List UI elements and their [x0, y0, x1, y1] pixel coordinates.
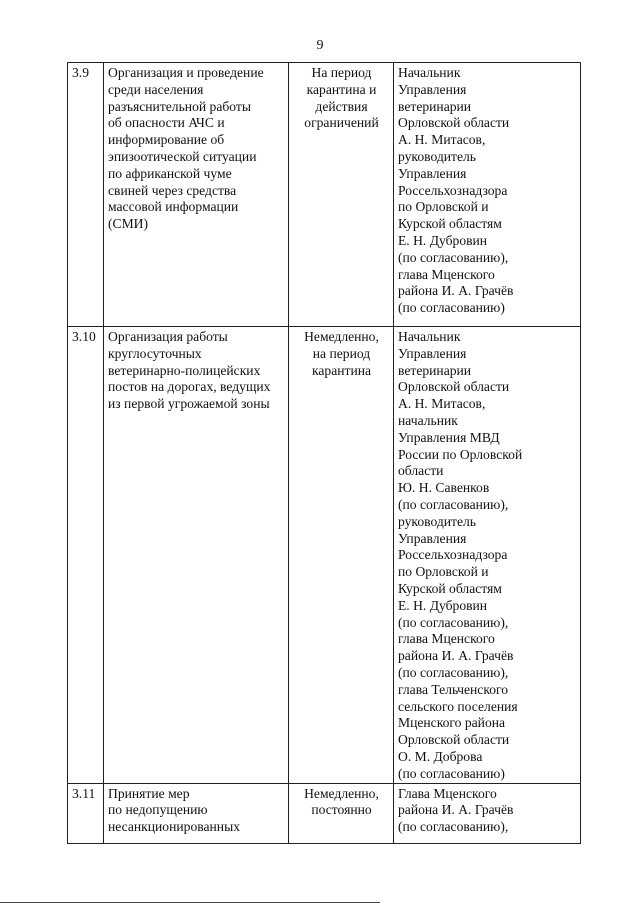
responsible-line: Глава Мценского: [398, 785, 497, 801]
responsible-line: Управления: [398, 530, 467, 546]
action-line: об опасности АЧС и: [108, 115, 225, 131]
responsible-line: Орловской области: [398, 732, 510, 748]
term-line: постоянно: [311, 802, 372, 818]
responsible-line: Управления: [398, 165, 467, 181]
term-line: карантина и: [306, 81, 377, 97]
responsible-line: Е. Н. Дубровин: [398, 597, 488, 613]
action-line: среди населения: [108, 81, 204, 97]
action-line: (СМИ): [108, 216, 149, 232]
responsible-line: начальник: [398, 412, 458, 428]
action-cell: [104, 783, 289, 843]
responsible-line: Управления: [398, 345, 467, 361]
responsible-line: Управления: [398, 81, 467, 97]
responsible-line: Курской областям: [398, 216, 502, 232]
action-line: по недопущению: [108, 802, 208, 818]
responsible-line: А. Н. Митасов,: [398, 132, 486, 148]
action-line: информирование об: [108, 132, 225, 148]
responsible-line: ветеринарии: [398, 362, 472, 378]
term-line: На период: [311, 65, 372, 80]
responsible-line: Орловской области: [398, 379, 510, 395]
responsible-line: Управления МВД: [398, 429, 500, 445]
term-cell: [289, 327, 394, 784]
responsible-line: по Орловской и: [398, 199, 489, 215]
action-line: ветеринарно-полицейских: [108, 362, 261, 378]
action-line: Организация и проведение: [108, 65, 264, 80]
responsible-line: Начальник: [398, 329, 461, 344]
responsible-line: (по согласованию),: [398, 614, 509, 630]
responsible-cell: [394, 783, 581, 843]
responsible-line: по Орловской и: [398, 564, 489, 580]
action-line: круглосуточных: [108, 345, 202, 361]
responsible-line: (по согласованию),: [398, 496, 509, 512]
responsible-line: сельского поселения: [398, 698, 518, 714]
action-line: Принятие мер: [108, 785, 190, 801]
term-line: на период: [312, 345, 371, 361]
responsible-line: руководитель: [398, 513, 477, 529]
row-number-cell: 3.9: [68, 63, 104, 327]
responsible-line: О. М. Доброва: [398, 748, 483, 764]
action-line: Организация работы: [108, 329, 228, 344]
responsible-line: России по Орловской: [398, 446, 523, 462]
action-line: свиней через средства: [108, 182, 237, 198]
term-cell: [289, 63, 394, 327]
table-body: [68, 63, 581, 844]
responsible-line: (по согласованию): [398, 300, 505, 316]
responsible-line: руководитель: [398, 148, 477, 164]
table-row: [68, 63, 581, 327]
responsible-line: (по согласованию),: [398, 819, 509, 835]
responsible-line: глава Тельченского: [398, 681, 509, 697]
responsible-line: Россельхознадзора: [398, 547, 508, 563]
action-line: разъяснительной работы: [108, 98, 251, 114]
action-line: по африканской чуме: [108, 165, 232, 181]
term-line: карантина: [311, 362, 372, 378]
responsible-line: Начальник: [398, 65, 461, 80]
responsible-line: района И. А. Грачёв: [398, 802, 514, 818]
row-number-cell: 3.10: [68, 327, 104, 784]
responsible-line: глава Мценского: [398, 266, 495, 282]
action-line: массовой информации: [108, 199, 239, 215]
page-number: 9: [316, 38, 324, 53]
responsible-line: ветеринарии: [398, 98, 472, 114]
responsible-line: (по согласованию),: [398, 664, 509, 680]
responsible-line: (по согласованию): [398, 765, 505, 781]
term-cell: [289, 783, 394, 843]
responsible-line: Курской областям: [398, 580, 502, 596]
row-number-cell: 3.11: [68, 783, 104, 843]
term-line: Немедленно,: [304, 329, 379, 344]
responsible-line: А. Н. Митасов,: [398, 396, 486, 412]
responsible-line: Е. Н. Дубровин: [398, 232, 488, 248]
term-line: действия: [315, 98, 368, 114]
table-row: [68, 783, 581, 843]
measures-table: [67, 62, 581, 844]
term-line: ограничений: [304, 115, 379, 131]
bottom-rule: [0, 902, 380, 903]
responsible-line: Орловской области: [398, 115, 510, 131]
responsible-line: области: [398, 463, 444, 479]
action-line: несанкционированных: [108, 819, 241, 835]
responsible-line: района И. А. Грачёв: [398, 283, 514, 299]
action-line: из первой угрожаемой зоны: [108, 396, 270, 412]
term-line: Немедленно,: [304, 785, 379, 801]
responsible-cell: [394, 327, 581, 784]
responsible-line: (по согласованию),: [398, 249, 509, 265]
responsible-line: Россельхознадзора: [398, 182, 508, 198]
responsible-line: Ю. Н. Савенков: [398, 480, 490, 496]
responsible-line: района И. А. Грачёв: [398, 648, 514, 664]
action-cell: [104, 327, 289, 784]
responsible-line: глава Мценского: [398, 631, 495, 647]
responsible-cell: [394, 63, 581, 327]
table-row: [68, 327, 581, 784]
responsible-line: Мценского района: [398, 715, 506, 731]
action-line: эпизоотической ситуации: [108, 148, 257, 164]
action-line: постов на дорогах, ведущих: [108, 379, 271, 395]
action-cell: [104, 63, 289, 327]
